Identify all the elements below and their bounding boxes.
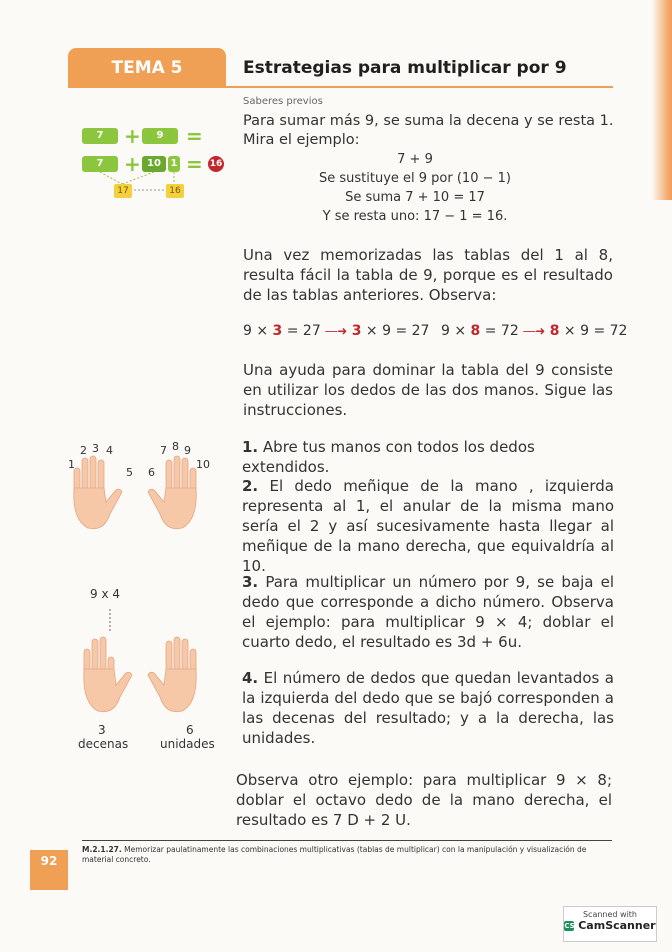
green-box: 7 [82,128,118,144]
eq-red-number: 3 [351,323,362,339]
paragraph-fingers: Una ayuda para dominar la tabla del 9 consiste en utilizar los dedos de las dos manos. Sigue las instrucciones. [243,361,613,419]
intro-line-2: Mira el ejemplo: [243,132,360,148]
step-2 [242,476,614,576]
folded-finger-hands-icon [70,607,230,717]
finger-number: 1 [68,458,75,471]
step-number: 1. [242,438,259,456]
camscanner-logo-icon: CS [564,922,575,930]
plus-sign: + [124,124,141,148]
paragraph-tables: Una vez memorizadas las tablas del 1 al 8, resulta fácil la tabla de 9, porque es el resultado de las tablas anteriores. Observa: [243,246,613,304]
step-1 [242,437,614,477]
scanner-line-1: Scanned with [582,910,638,919]
example-line: Y se resta uno: 17 − 1 = 16. [322,209,508,224]
finger-number: 5 [126,466,133,479]
equals-sign: = [186,152,203,176]
curriculum-note [82,845,602,865]
eq-red-number: 3 [272,323,283,339]
eq-text: 9 × [441,323,471,339]
finger-number: 8 [172,440,179,453]
eq-text: = 27 [282,323,321,339]
hands-9x4-figure [70,585,230,755]
tema-tab: TEMA 5 [68,48,226,86]
tens-number: 3 [98,723,106,737]
finger-number: 4 [106,444,113,457]
equals-sign: = [186,124,203,148]
finger-number: 10 [196,458,210,471]
example-line: Se suma 7 + 10 = 17 [345,190,485,205]
units-number: 6 [186,723,194,737]
step-3 [242,572,614,652]
green-box: 10 [142,156,166,172]
arrow-icon: ―➜ [523,324,546,338]
green-box: 7 [82,156,118,172]
step-4 [242,668,614,748]
units-label: unidades [160,737,215,751]
paragraph-another-example: Observa otro ejemplo: para multiplicar 9 × 8; doblar el octavo dedo de la mano derecha, el resultado es 7 D + 2 U. [236,771,612,829]
scanner-line-2: CamScanner [578,919,656,932]
eq-text: × 9 = 27 [361,323,430,339]
multiplication-label: 9 x 4 [90,587,120,601]
example-line: 7 + 9 [397,152,433,167]
intro-line-1: Para sumar más 9, se suma la decena y se resta 1. [243,113,614,129]
green-box: 9 [142,128,178,144]
finger-number: 2 [80,444,87,457]
curriculum-text: Memorizar paulatinamente las combinaciones multiplicativas (tablas de multiplicar) con la manipulación y visualización de material concreto. [82,845,587,864]
arrow-icon: ―➜ [325,324,348,338]
equation-row-1 [243,322,429,341]
example-line: Se sustituye el 9 por (10 − 1) [319,171,511,186]
step-text: El dedo meñique de la mano , izquierda representa al 1, el anular de la misma mano sería el 2 y así sucesivamente hasta llegar al meñique de la mano derecha, que equivaldría al 10. [242,477,614,575]
green-box: 1 [168,156,180,172]
section-subtitle: Saberes previos [243,96,323,107]
eq-red-number: 8 [470,323,481,339]
yellow-box: 16 [166,184,184,198]
step-text: Abre tus manos con todos los dedos extendidos. [242,438,535,476]
page-number: 92 [30,850,68,890]
result-circle: 16 [208,156,224,172]
plus-sign: + [124,152,141,176]
finger-number: 6 [148,466,155,479]
curriculum-code: M.2.1.27. [82,845,122,854]
eq-text: 9 × [243,323,273,339]
example-block [300,150,530,226]
sum-graphic [82,126,242,206]
step-number: 3. [242,573,259,591]
eq-red-number: 8 [549,323,560,339]
yellow-box: 17 [114,184,132,198]
step-text: Para multiplicar un número por 9, se baja el dedo que corresponde a dicho número. Observa el ejemplo: para multiplicar 9 × 4; doblar el cuarto dedo, el resultado es 3d + 6u. [242,573,615,651]
step-number: 2. [242,477,259,495]
scanner-watermark [563,906,657,942]
header-rule [68,86,613,88]
finger-number: 9 [184,444,191,457]
eq-text: = 72 [480,323,519,339]
finger-number: 3 [92,442,99,455]
step-text: El número de dedos que quedan levantados a la izquierda del dedo que se bajó corresponden a las decenas del resultado; y a la derecha, las unidades. [242,669,614,747]
hands-open-figure [60,440,220,550]
tens-label: decenas [78,737,129,751]
finger-number: 7 [160,444,167,457]
eq-text: × 9 = 72 [559,323,628,339]
equation-row-2 [441,322,627,341]
page-edge-decoration [652,0,672,200]
step-number: 4. [242,669,259,687]
footer-rule [82,840,612,841]
page-title: Estrategias para multiplicar por 9 [243,58,567,78]
scanner-brand [564,919,656,932]
